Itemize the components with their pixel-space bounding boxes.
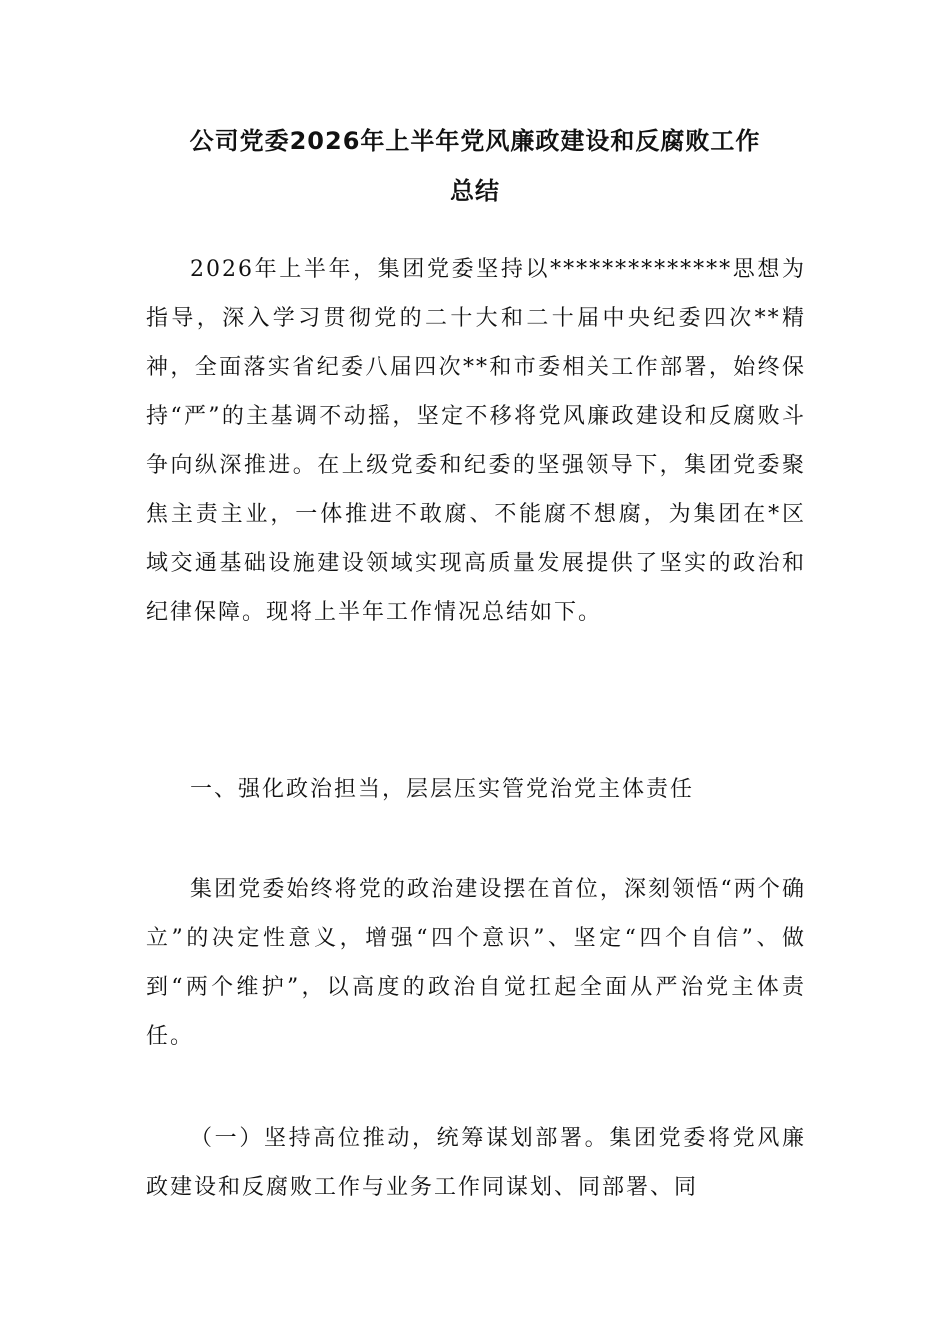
subsection1-paragraph: （一）坚持高位推动，统筹谋划部署。集团党委将党风廉政建设和反腐败工作与业务工作同谋划、同部署、同 — [146, 1126, 806, 1200]
section1-paragraph: 集团党委始终将党的政治建设摆在首位，深刻领悟“两个确立”的决定性意义，增强“四个意识”、坚定“四个自信”、做到“两个维护”，以高度的政治自觉扛起全面从严治党主体责任。 — [146, 877, 806, 1049]
intro-paragraph: 2026年上半年，集团党委坚持以**************思想为指导，深入学习贯彻党的二十大和二十届中央纪委四次**精神，全面落实省纪委八届四次**和市委相关工作部署，始终保持“严”的主基调不动摇，坚定不移将党风廉政建设和反腐败斗争向纵深推进。在上级党委和纪委的坚强领导下，集团党委聚焦主责主业，一体推进不敢腐、不能腐不想腐，为集团在*区域交通基础设施建设领域实现高质量发展提供了坚实的政治和纪律保障。现将上半年工作情况总结如下。 — [146, 257, 806, 625]
document-title-line2: 总结 — [450, 177, 500, 205]
section-heading-1: 一、强化政治担当，层层压实管党治党主体责任 — [190, 777, 695, 802]
document-title-line1: 公司党委2026年上半年党风廉政建设和反腐败工作 — [189, 127, 761, 155]
